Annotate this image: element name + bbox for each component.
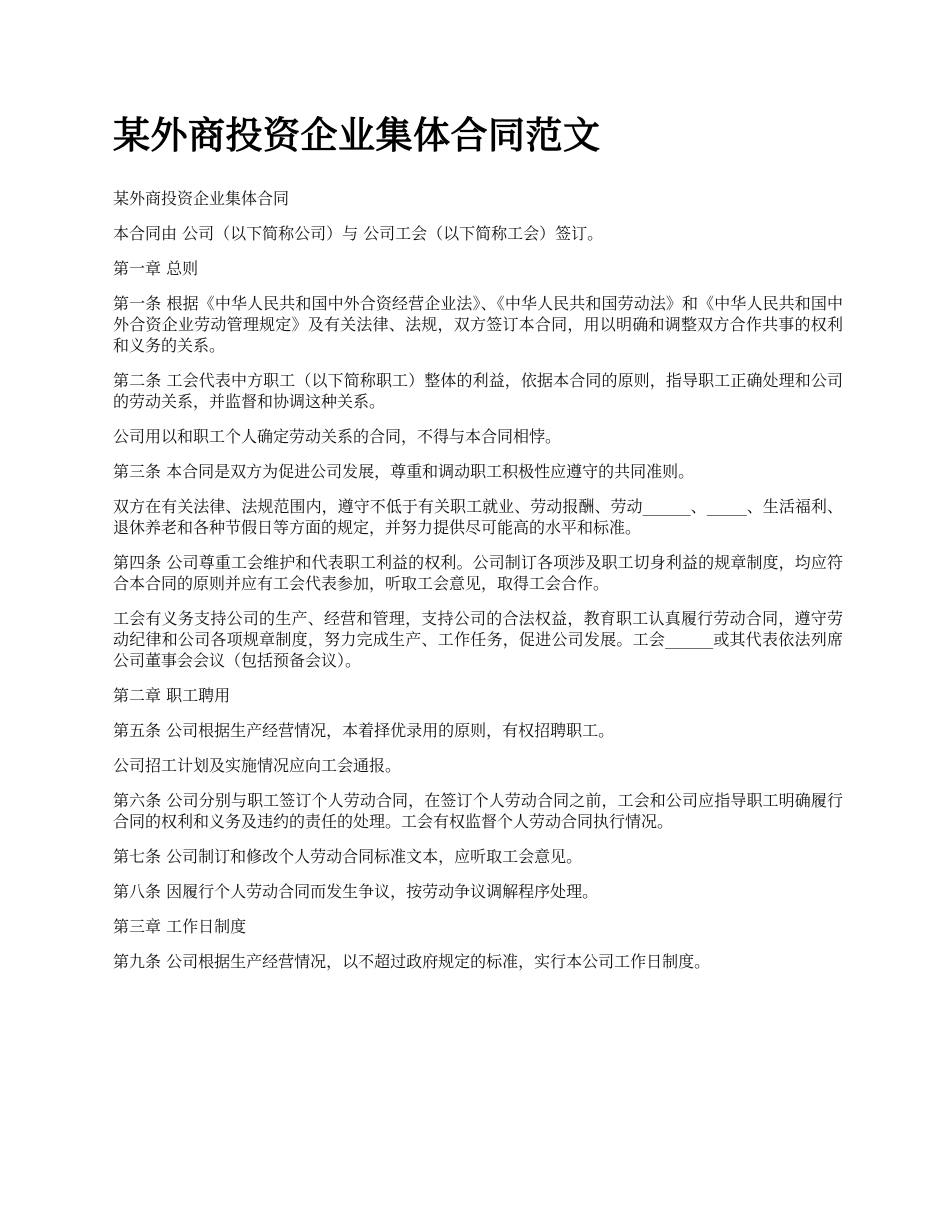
article-paragraph: 第三条 本合同是双方为促进公司发展，尊重和调动职工积极性应遵守的共同准则。 <box>113 461 695 481</box>
article-paragraph: 第五条 公司根据生产经营情况，本着择优录用的原则，有权招聘职工。 <box>113 720 615 740</box>
article-paragraph: 第九条 公司根据生产经营情况，以不超过政府规定的标准，实行本公司工作日制度。 <box>113 951 711 971</box>
paragraph: 公司用以和职工个人确定劳动关系的合同，不得与本合同相悖。 <box>113 426 562 446</box>
document-title: 某外商投资企业集体合同范文 <box>113 114 601 157</box>
chapter-heading: 第三章 工作日制度 <box>113 916 247 936</box>
paragraph: 公司招工计划及实施情况应向工会通报。 <box>113 755 402 775</box>
paragraph: 双方在有关法律、法规范围内，遵守不低于有关职工就业、劳动报酬、劳动______、_____、生活福利、退休养老和各种节假日等方面的规定，并努力提供尽可能高的水平和标准。 <box>113 496 843 537</box>
document-page <box>113 0 843 986</box>
article-paragraph: 第八条 因履行个人劳动合同而发生争议，按劳动争议调解程序处理。 <box>113 881 599 901</box>
paragraph: 工会有义务支持公司的生产、经营和管理，支持公司的合法权益，教育职工认真履行劳动合同，遵守劳动纪律和公司各项规章制度，努力完成生产、工作任务，促进公司发展。工会______或其代表依法列席公司董事会会议（包括预备会议）。 <box>113 608 843 670</box>
article-paragraph: 第一条 根据《中华人民共和国中外合资经营企业法》、《中华人民共和国劳动法》和《中华人民共和国中外合资企业劳动管理规定》及有关法律、法规，双方签订本合同，用以明确和调整双方合作共事的权利和义务的关系。 <box>113 293 843 355</box>
chapter-heading: 第一章 总则 <box>113 258 199 278</box>
article-paragraph: 第四条 公司尊重工会维护和代表职工利益的权利。公司制订各项涉及职工切身利益的规章制度，均应符合本合同的原则并应有工会代表参加，听取工会意见，取得工会合作。 <box>113 552 843 593</box>
paragraph: 本合同由 公司（以下简称公司）与 公司工会（以下简称工会）签订。 <box>113 223 604 243</box>
chapter-heading: 第二章 职工聘用 <box>113 685 231 705</box>
article-paragraph: 第二条 工会代表中方职工（以下简称职工）整体的利益，依据本合同的原则，指导职工正确处理和公司的劳动关系，并监督和协调这种关系。 <box>113 370 843 411</box>
article-paragraph: 第六条 公司分别与职工签订个人劳动合同，在签订个人劳动合同之前，工会和公司应指导职工明确履行合同的权利和义务及违约的责任的处理。工会有权监督个人劳动合同执行情况。 <box>113 790 843 831</box>
document-body <box>113 188 843 972</box>
article-paragraph: 第七条 公司制订和修改个人劳动合同标准文本，应听取工会意见。 <box>113 846 583 866</box>
paragraph: 某外商投资企业集体合同 <box>113 188 290 208</box>
